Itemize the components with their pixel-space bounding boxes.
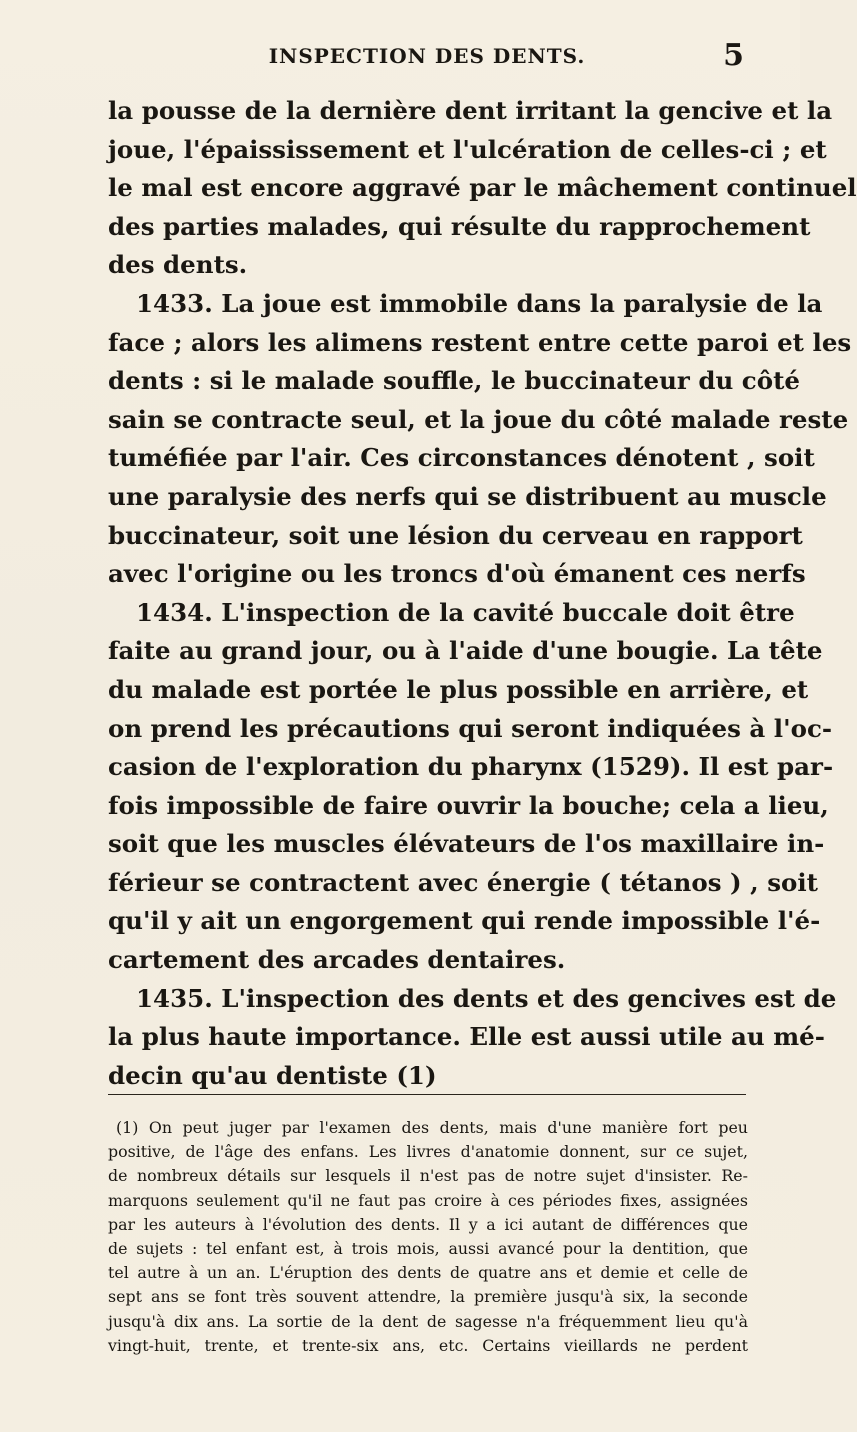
- footnote-line: de nombreux détails sur lesquels il n'est pas de notre sujet d'insister. Re-: [108, 1166, 748, 1186]
- text-line: des dents.: [108, 250, 248, 280]
- footnote-line: sept ans se font très souvent attendre, la première jusqu'à six, la seconde: [108, 1287, 748, 1307]
- text-line: buccinateur, soit une lésion du cerveau en rapport: [108, 520, 803, 550]
- text-line: soit que les muscles élévateurs de l'os maxillaire in-: [108, 829, 825, 859]
- running-head: [110, 38, 744, 78]
- footnote-line: par les auteurs à l'évolution des dents. Il y a ici autant de différences que: [108, 1214, 748, 1234]
- text-line: dents : si le malade souffle, le buccinateur du côté: [108, 366, 800, 396]
- text-line: sain se contracte seul, et la joue du côté malade reste: [108, 404, 849, 434]
- text-line: avec l'origine ou les troncs d'où émanent ces nerfs: [108, 559, 806, 589]
- footnote-line: positive, de l'âge des enfans. Les livres d'anatomie donnent, sur ce sujet,: [108, 1142, 748, 1162]
- text-line: la pousse de la dernière dent irritant la gencive et la: [108, 96, 833, 125]
- text-line: casion de l'exploration du pharynx (1529). Il est par-: [108, 752, 834, 782]
- footnote-line: jusqu'à dix ans. La sortie de la dent de sagesse n'a fréquemment lieu qu'à: [108, 1311, 748, 1331]
- text-line: le mal est encore aggravé par le mâchement continuel: [108, 173, 857, 203]
- footnote-line: (1) On peut juger par l'examen des dents, mais d'une manière fort peu: [116, 1118, 748, 1137]
- text-line: des parties malades, qui résulte du rapprochement: [108, 211, 811, 241]
- text-line: cartement des arcades dentaires.: [108, 945, 566, 975]
- text-line: fois impossible de faire ouvrir la bouche; cela a lieu,: [108, 790, 829, 820]
- text-line: la plus haute importance. Elle est aussi utile au mé-: [108, 1022, 825, 1052]
- footnote-line: de sujets : tel enfant est, à trois mois, aussi avancé pour la dentition, que: [108, 1238, 748, 1258]
- paragraph-1434-start: 1434. L'inspection de la cavité buccale doit être: [136, 597, 795, 627]
- text-line: qu'il y ait un engorgement qui rende impossible l'é-: [108, 906, 821, 936]
- text-line: on prend les précautions qui seront indiquées à l'oc-: [108, 713, 833, 743]
- text-line: joue, l'épaississement et l'ulcération de celles-ci ; et: [108, 134, 827, 164]
- text-line: une paralysie des nerfs qui se distribuent au muscle: [108, 481, 827, 511]
- footnote: [108, 1116, 748, 1358]
- footnote-separator: [108, 1094, 746, 1095]
- footnote-line: vingt-huit, trente, et trente-six ans, etc. Certains vieillards ne perdent: [108, 1335, 748, 1355]
- text-line: face ; alors les alimens restent entre cette paroi et les: [108, 327, 852, 357]
- paragraph-1435-start: 1435. L'inspection des dents et des gencives est de: [136, 983, 837, 1013]
- footnote-line: marquons seulement qu'il ne faut pas croire à ces périodes fixes, assignées: [108, 1190, 748, 1210]
- page-number: 5: [723, 38, 744, 73]
- footnote-line: tel autre à un an. L'éruption des dents de quatre ans et demie et celle de: [108, 1263, 748, 1283]
- text-line: decin qu'au dentiste (1): [108, 1060, 437, 1090]
- text-line: faite au grand jour, ou à l'aide d'une bougie. La tête: [108, 636, 823, 666]
- text-line: férieur se contractent avec énergie ( tétanos ) , soit: [108, 867, 818, 897]
- running-title: INSPECTION DES DENTS.: [268, 44, 586, 68]
- body-text: [108, 92, 857, 1095]
- paragraph-1433-start: 1433. La joue est immobile dans la paralysie de la: [136, 288, 823, 318]
- text-line: tuméfiée par l'air. Ces circonstances dénotent , soit: [108, 443, 815, 473]
- text-line: du malade est portée le plus possible en arrière, et: [108, 674, 809, 704]
